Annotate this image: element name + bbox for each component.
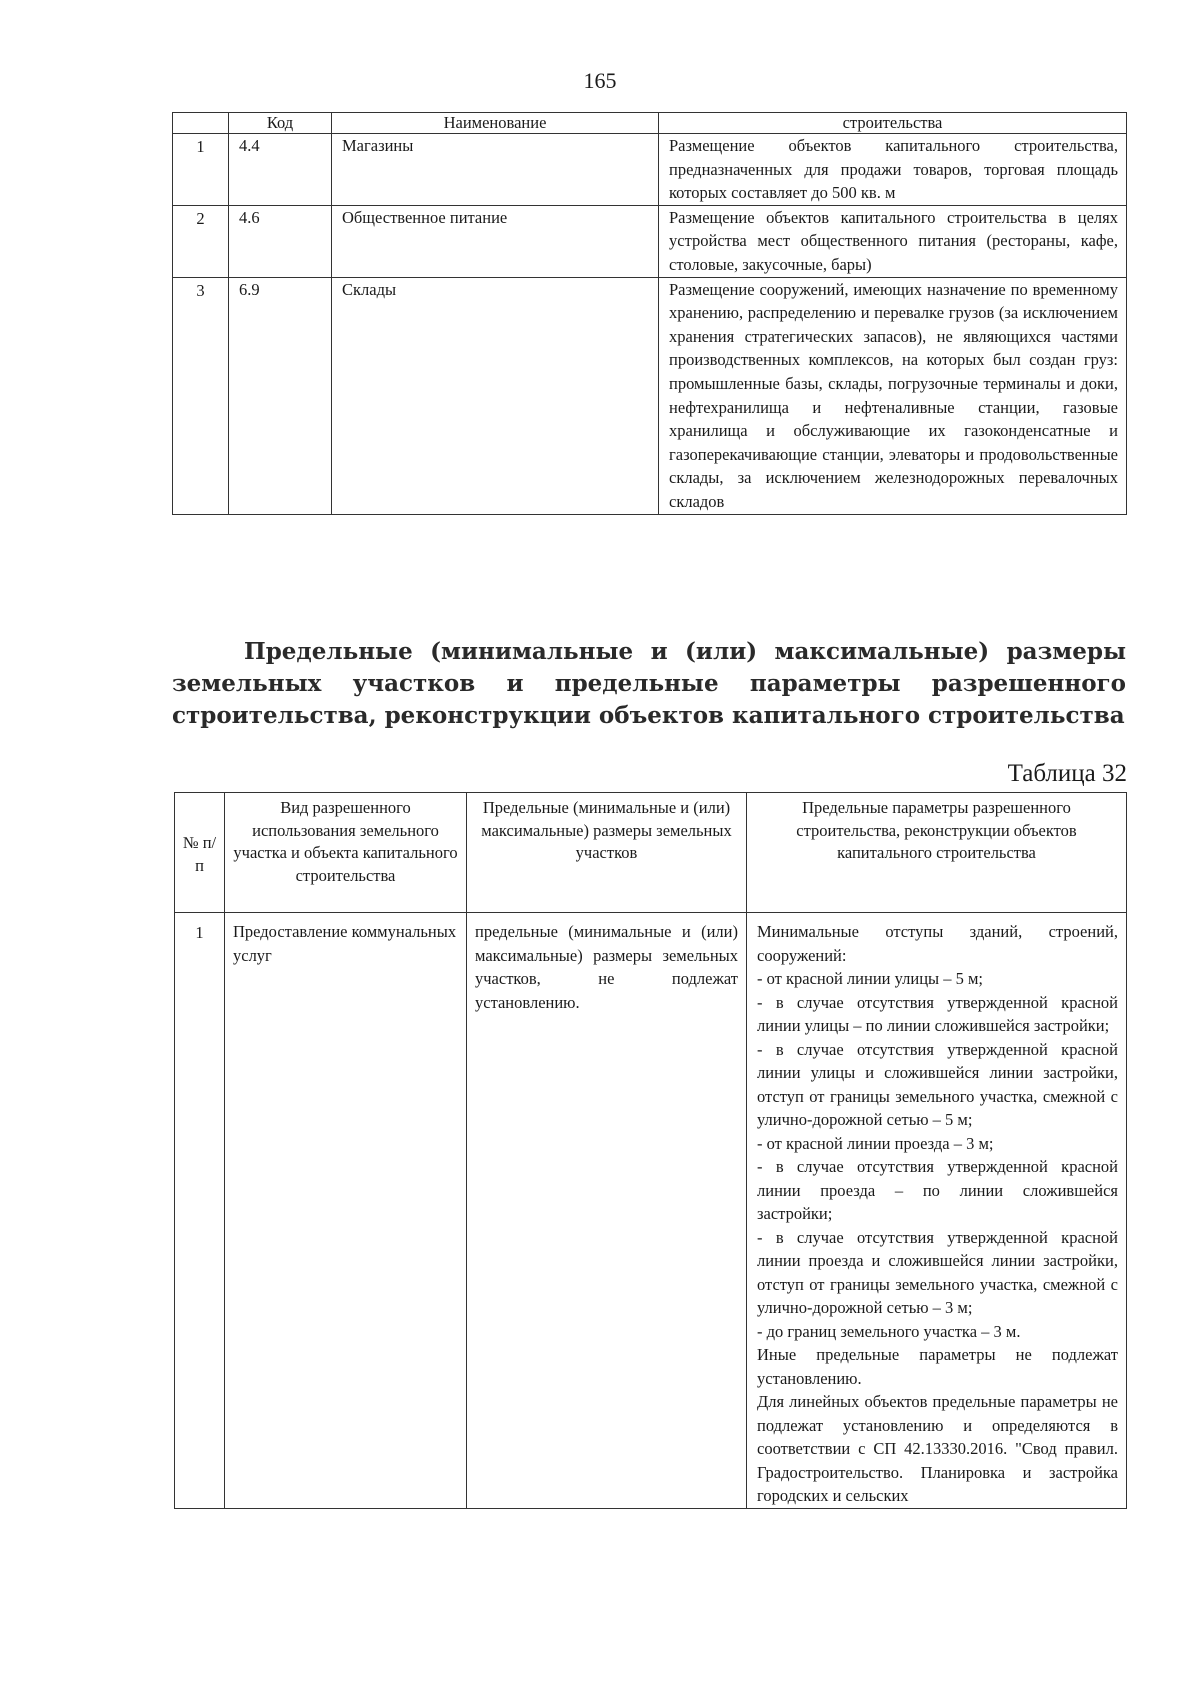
row-code: 6.9: [229, 277, 332, 514]
row-name: Общественное питание: [332, 205, 659, 277]
row-number: 1: [173, 134, 229, 206]
header-name: Наименование: [332, 113, 659, 134]
table-row: [173, 205, 1127, 277]
section-heading: [172, 636, 1126, 732]
table-header-row: [175, 793, 1127, 913]
param-line: - в случае отсутствия утвержденной красной линии проезда – по линии сложившейся застройки;: [757, 1157, 1118, 1223]
table-row: [173, 277, 1127, 514]
table-header-row: [173, 113, 1127, 134]
row-plot-size: предельные (минимальные и (или) максимальные) размеры земельных участков, не подлежат установлению.: [467, 913, 747, 1509]
param-line: - до границ земельного участка – 3 м.: [757, 1321, 1021, 1341]
header-build-params: Предельные параметры разрешенного строительства, реконструкции объектов капитального строительства: [747, 793, 1127, 913]
parameters-table: [174, 792, 1127, 1509]
row-build-params: [747, 913, 1127, 1509]
heading-line-2: земельных участков и предельные параметры разрешенного: [172, 670, 1126, 697]
header-use-kind: Вид разрешенного использования земельного участка и объекта капитального строительства: [225, 793, 467, 913]
table-label: Таблица 32: [1007, 760, 1127, 787]
row-name: Склады: [332, 277, 659, 514]
row-number: 2: [173, 205, 229, 277]
row-number: 1: [175, 913, 225, 1509]
row-description: Размещение сооружений, имеющих назначение по временному хранению, распределению и перевалке грузов (за исключением хранения стратегических запасов), не являющихся частями производственных комплексов, на которых был создан груз: промышленные базы, склады, погрузочные терминалы и доки, нефтехранилища и нефтеналивные станции, газовые хранилища и обслуживающие их газоконденсатные и газоперекачивающие станции, элеваторы и продовольственные склады, за исключением железнодорожных перевалочных складов: [659, 277, 1127, 514]
heading-line-3: строительства, реконструкции объектов капитального строительства: [172, 702, 1125, 729]
land-use-table: [172, 112, 1127, 515]
row-use-kind: Предоставление коммунальных услуг: [225, 913, 467, 1509]
table-row: [173, 134, 1127, 206]
param-line: Для линейных объектов предельные параметры не подлежат установлению и определяются в соответствии с СП 42.13330.2016. "Свод правил. Градостроительство. Планировка и застройка городских и сельских: [757, 1392, 1118, 1505]
row-number: 3: [173, 277, 229, 514]
row-name: Магазины: [332, 134, 659, 206]
header-plot-size: Предельные (минимальные и (или) максимальные) размеры земельных участков: [467, 793, 747, 913]
header-code: Код: [229, 113, 332, 134]
page-number: 165: [583, 68, 617, 93]
table-row: [175, 913, 1127, 1509]
row-code: 4.4: [229, 134, 332, 206]
row-code: 4.6: [229, 205, 332, 277]
param-line: - в случае отсутствия утвержденной красной линии улицы – по линии сложившейся застройки;: [757, 992, 1118, 1035]
row-description: Размещение объектов капитального строительства, предназначенных для продажи товаров, торговая площадь которых составляет до 500 кв. м: [659, 134, 1127, 206]
header-number: [173, 113, 229, 134]
row-description: Размещение объектов капитального строительства в целях устройства мест общественного питания (рестораны, кафе, столовые, закусочные, бары): [659, 205, 1127, 277]
param-line: - от красной линии проезда – 3 м;: [757, 1133, 994, 1153]
heading-line-1: Предельные (минимальные и (или) максимальные) размеры: [244, 638, 1126, 665]
header-description: строительства: [659, 113, 1127, 134]
param-line: Минимальные отступы зданий, строений, сооружений:: [757, 922, 1118, 965]
param-line: - в случае отсутствия утвержденной красной линии проезда и сложившейся линии застройки, отступ от границы земельного участка, смежной с улично-дорожной сетью – 3 м;: [757, 1227, 1118, 1317]
header-number: № п/п: [175, 793, 225, 913]
param-line: - от красной линии улицы – 5 м;: [757, 969, 984, 988]
param-line: Иные предельные параметры не подлежат установлению.: [757, 1345, 1118, 1388]
param-line: - в случае отсутствия утвержденной красной линии улицы и сложившейся линии застройки, отступ от границы земельного участка, смежной с улично-дорожной сетью – 5 м;: [757, 1039, 1118, 1129]
